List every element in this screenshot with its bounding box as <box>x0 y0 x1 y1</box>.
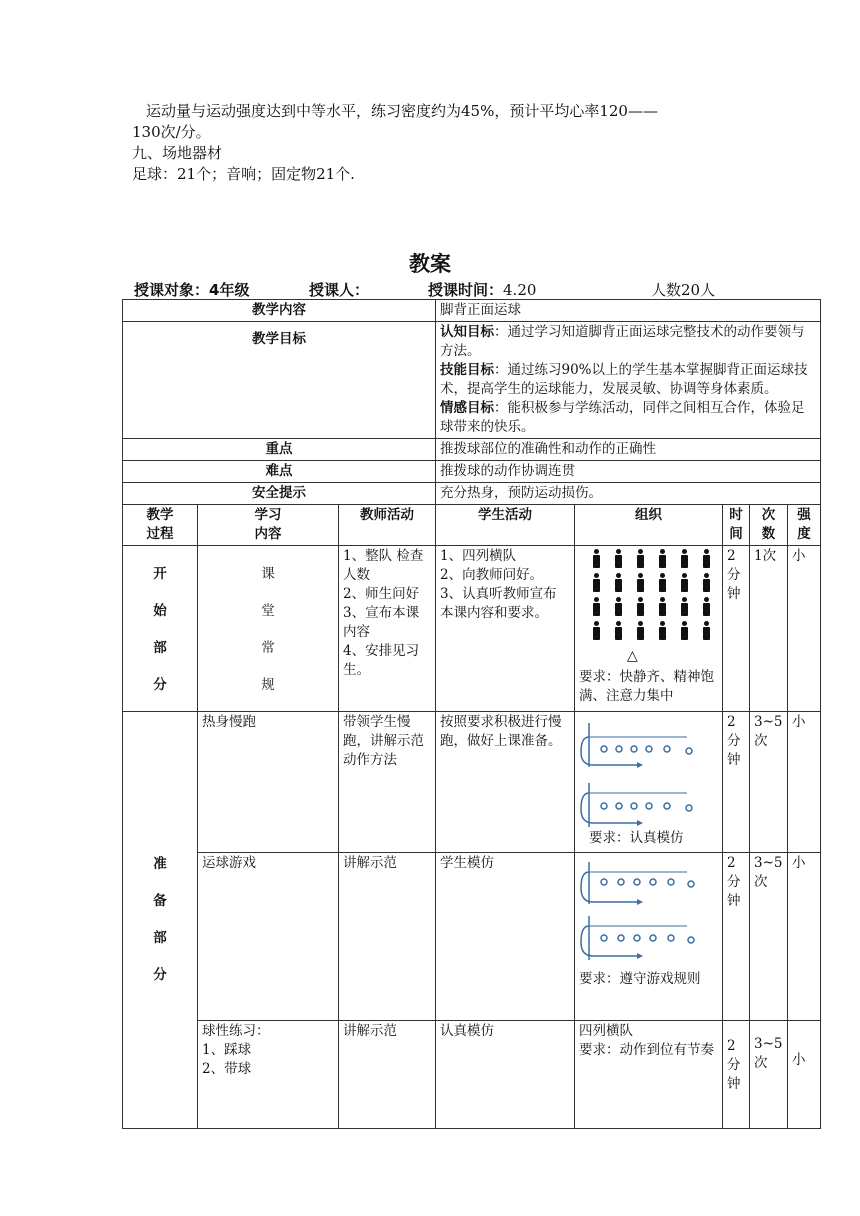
goal-text-3: ：能积极参与学练活动，同伴之间相互合作，体验足球带来的快乐。 <box>440 400 805 435</box>
lesson-table <box>122 299 821 1129</box>
prep3-content: 球性练习： 1、踩球 2、带球 <box>198 1021 339 1129</box>
running-route-diagram <box>579 717 717 829</box>
prep1-requirement: 要求：认真模仿 <box>589 830 684 846</box>
prep2-times: 3~5次 <box>750 853 788 1021</box>
meta-teacher-label: 授课人： <box>309 281 370 299</box>
intro-line: 运动量与运动强度达到中等水平，练习密度约为45%，预计平均心率120—— <box>146 102 658 120</box>
goal-cell <box>436 322 821 439</box>
prep1-times: 3~5次 <box>750 712 788 853</box>
safety-label: 安全提示 <box>123 483 436 505</box>
prep1-student: 按照要求积极进行慢跑，做好上课准备。 <box>436 712 575 853</box>
student-figure-icon <box>697 621 719 641</box>
prep3-organization: 四列横队 要求：动作到位有节奏 <box>575 1021 723 1129</box>
prep2-student: 学生模仿 <box>436 853 575 1021</box>
teacher-triangle-icon: △ <box>627 648 638 664</box>
header-student: 学生活动 <box>436 505 575 546</box>
goal-label-1: 认知目标 <box>440 324 494 340</box>
prep2-content: 运球游戏 <box>198 853 339 1021</box>
header-intensity: 强 度 <box>788 505 821 546</box>
student-figure-icon <box>675 621 697 641</box>
student-figure-icon <box>609 549 631 569</box>
start-requirement: 要求：快静齐、精神饱满、注意力集中 <box>579 669 714 704</box>
meta-target <box>134 279 249 300</box>
page-title: 教案 <box>409 252 451 276</box>
goal-emotion <box>440 399 816 437</box>
header-time: 时 间 <box>723 505 750 546</box>
meta-time-label: 授课时间： <box>428 281 504 299</box>
prep3-teacher: 讲解示范 <box>339 1021 436 1129</box>
prep1-teacher: 带领学生慢跑，讲解示范动作方法 <box>339 712 436 853</box>
intro-line: 足球：21个；音响；固定物21个. <box>132 165 355 183</box>
formation-figures <box>587 549 718 641</box>
meta-target-label: 授课对象： <box>134 281 210 299</box>
route-lane <box>581 916 694 960</box>
start-times: 1次 <box>750 546 788 712</box>
student-figure-icon <box>697 549 719 569</box>
stage-start: 开 始 部 分 <box>123 546 198 712</box>
prep3-student: 认真模仿 <box>436 1021 575 1129</box>
goal-skill <box>440 361 816 399</box>
goal-text-2: ：通过练习90%以上的学生基本掌握脚背正面运球技术，提高学生的运球能力，发展灵敏、协调等身体素质。 <box>440 362 808 397</box>
meta-time-value: 4.20 <box>503 281 537 299</box>
start-content: 课 堂 常 规 <box>198 546 339 712</box>
goal-label-3: 情感目标 <box>440 400 494 416</box>
prep2-intensity: 小 <box>788 853 821 1021</box>
student-figure-icon <box>631 597 653 617</box>
student-figure-icon <box>609 573 631 593</box>
student-figure-icon <box>587 573 609 593</box>
student-figure-icon <box>653 621 675 641</box>
goal-cognitive <box>440 323 816 361</box>
meta-teacher <box>309 279 369 300</box>
header-organization: 组织 <box>575 505 723 546</box>
stage-prep: 准 备 部 分 <box>123 712 198 1129</box>
prep2-time: 2分钟 <box>723 853 750 1021</box>
dribble-game-diagram <box>579 858 717 962</box>
route-lane <box>581 862 694 905</box>
goal-text-1: ：通过学习知道脚背正面运球完整技术的动作要领与方法。 <box>440 324 805 359</box>
prep2-teacher: 讲解示范 <box>339 853 436 1021</box>
route-lane <box>581 723 692 768</box>
intro-line: 130次/分。 <box>132 123 211 141</box>
goal-label: 教学目标 <box>123 322 436 439</box>
prep1-intensity: 小 <box>788 712 821 853</box>
student-figure-icon <box>675 573 697 593</box>
student-figure-icon <box>609 597 631 617</box>
student-figure-icon <box>587 621 609 641</box>
goal-label-2: 技能目标 <box>440 362 494 378</box>
student-figure-icon <box>631 573 653 593</box>
student-figure-icon <box>675 597 697 617</box>
key-label: 重点 <box>123 439 436 461</box>
key-value: 推拨球部位的准确性和动作的正确性 <box>436 439 821 461</box>
intro-text <box>132 101 752 185</box>
prep2-organization <box>575 853 723 1021</box>
student-figure-icon <box>675 549 697 569</box>
student-figure-icon <box>587 549 609 569</box>
header-process: 教学 过程 <box>123 505 198 546</box>
meta-target-value: 4年级 <box>209 281 250 299</box>
route-lane <box>581 783 692 827</box>
student-figure-icon <box>653 573 675 593</box>
prep3-times: 3~5次 <box>750 1021 788 1129</box>
prep1-time: 2分钟 <box>723 712 750 853</box>
header-teacher: 教师活动 <box>339 505 436 546</box>
student-figure-icon <box>631 549 653 569</box>
prep2-requirement: 要求：遵守游戏规则 <box>579 971 701 987</box>
student-figure-icon <box>653 549 675 569</box>
student-figure-icon <box>697 573 719 593</box>
content-label: 教学内容 <box>123 300 436 322</box>
prep3-intensity: 小 <box>788 1021 821 1129</box>
diff-value: 推拨球的动作协调连贯 <box>436 461 821 483</box>
student-figure-icon <box>631 621 653 641</box>
start-organization <box>575 546 723 712</box>
prep1-content: 热身慢跑 <box>198 712 339 853</box>
safety-value: 充分热身，预防运动损伤。 <box>436 483 821 505</box>
student-figure-icon <box>697 597 719 617</box>
student-figure-icon <box>587 597 609 617</box>
header-content: 学习 内容 <box>198 505 339 546</box>
prep1-organization <box>575 712 723 853</box>
meta-time <box>428 279 536 300</box>
prep3-time: 2分钟 <box>723 1021 750 1129</box>
student-figure-icon <box>609 621 631 641</box>
student-figure-icon <box>653 597 675 617</box>
start-teacher: 1、整队 检查人数 2、师生问好 3、宣布本课内容 4、安排见习生。 <box>339 546 436 712</box>
start-intensity: 小 <box>788 546 821 712</box>
content-value: 脚背正面运球 <box>436 300 821 322</box>
meta-count: 人数20人 <box>651 281 716 299</box>
start-time: 2分钟 <box>723 546 750 712</box>
section-heading: 九、场地器材 <box>132 144 223 162</box>
header-times: 次 数 <box>750 505 788 546</box>
start-student: 1、四列横队 2、向教师问好。 3、认真听教师宣布本课内容和要求。 <box>436 546 575 712</box>
diff-label: 难点 <box>123 461 436 483</box>
